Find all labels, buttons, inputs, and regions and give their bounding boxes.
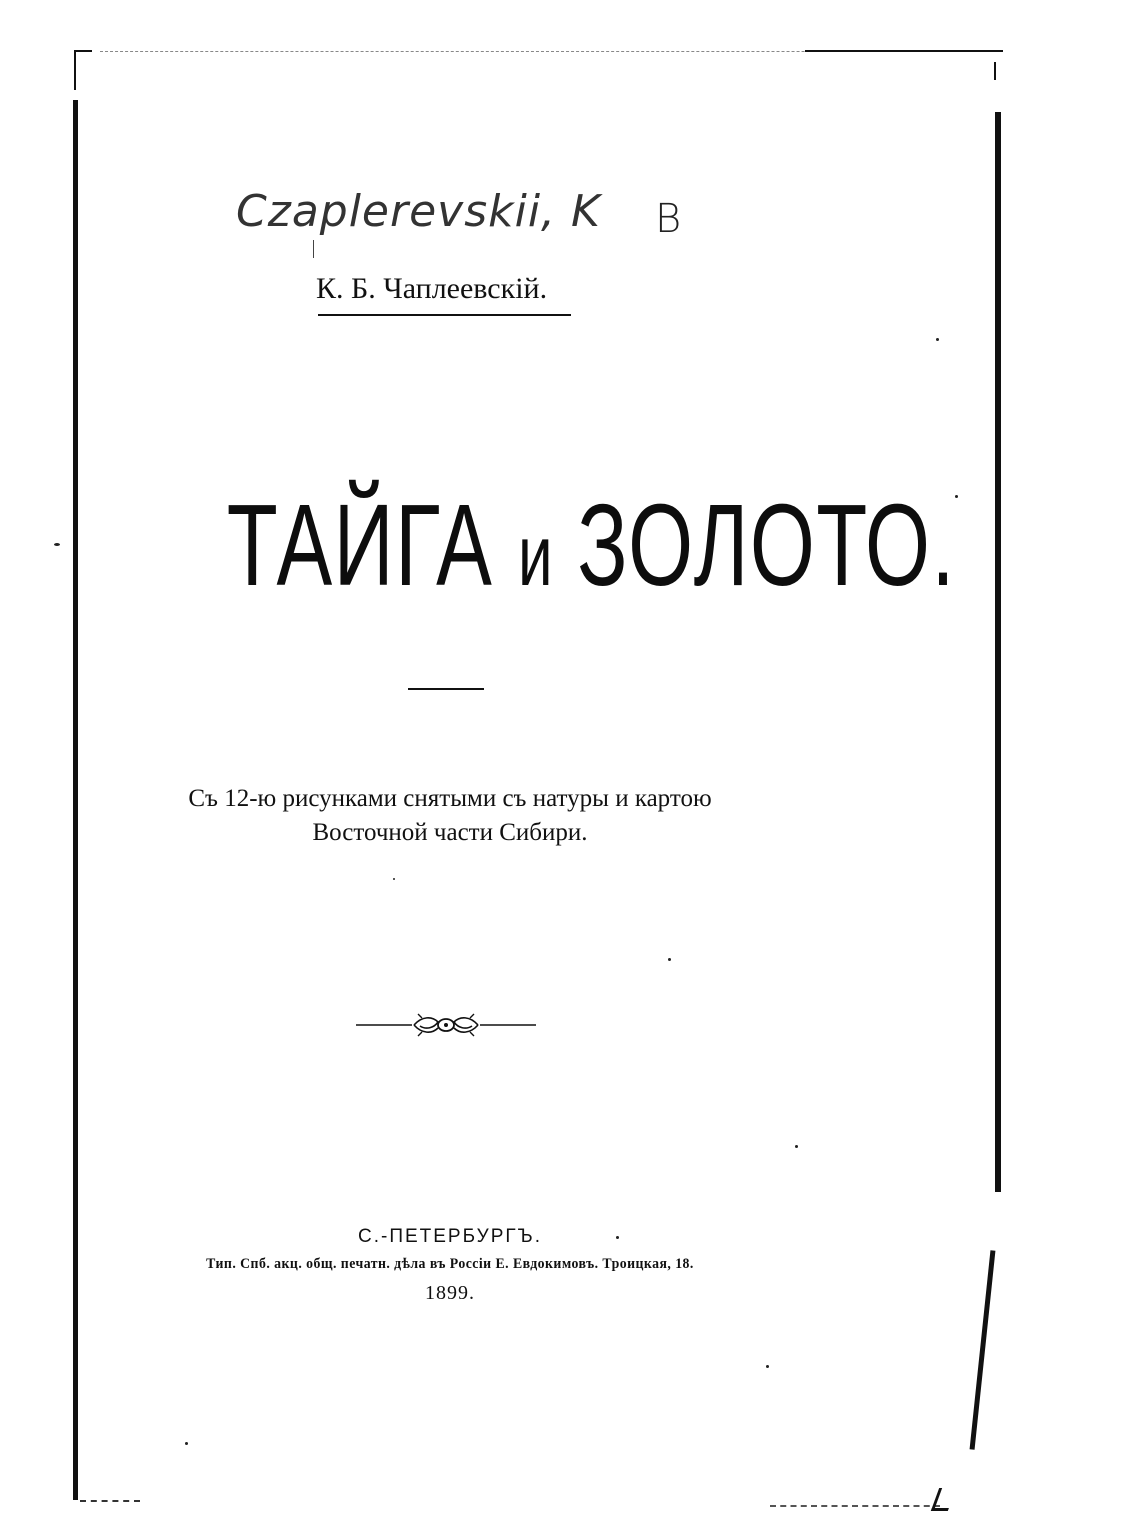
title-divider	[408, 688, 484, 690]
imprint-printer: Тип. Спб. акц. общ. печатн. дѣла въ Россіи Е. Евдокимовъ. Троицкая, 18.	[206, 1256, 694, 1272]
scan-speck	[185, 1442, 188, 1445]
scan-speck	[54, 543, 60, 546]
scan-speck	[393, 878, 395, 880]
imprint-year: 1899.	[425, 1282, 475, 1304]
subtitle-line-1: Съ 12-ю рисунками снятыми съ натуры и картою	[188, 785, 712, 812]
book-title	[226, 480, 957, 621]
author-name: К. Б. Чаплеевскій.	[316, 272, 548, 305]
scan-speck	[668, 958, 671, 961]
subtitle	[100, 782, 800, 850]
scan-speck	[616, 1236, 619, 1239]
scan-edge-bottom-left	[80, 1500, 140, 1502]
scan-edge-left-tick	[74, 50, 76, 90]
scan-speck	[795, 1145, 798, 1148]
scan-edge-right	[995, 112, 1001, 1192]
scan-edge-top-left	[74, 50, 92, 52]
imprint-city: С.-ПЕТЕРБУРГЪ.	[358, 1226, 542, 1247]
scan-edge-bottom-right	[770, 1505, 940, 1507]
scan-edge-bottom-hook	[931, 1488, 956, 1511]
subtitle-line-2: Восточной части Сибири.	[312, 819, 588, 846]
title-conjunction: и	[517, 508, 553, 604]
title-part-1: ТАЙГА	[226, 480, 494, 610]
author-underline	[318, 314, 571, 316]
scan-edge-right-tick	[994, 62, 996, 80]
scan-speck	[766, 1365, 769, 1368]
scan-edge-left	[73, 100, 78, 1500]
handwritten-note: Czaplerevskii, K	[236, 186, 601, 237]
scan-edge-right-lower	[970, 1250, 996, 1449]
handwritten-stroke	[313, 240, 314, 258]
scan-edge-top-right	[805, 50, 1003, 52]
floral-vignette-icon	[356, 1008, 536, 1042]
title-part-2: ЗОЛОТО.	[577, 480, 957, 610]
handwritten-letter: B	[655, 196, 682, 242]
scan-speck	[936, 338, 939, 341]
